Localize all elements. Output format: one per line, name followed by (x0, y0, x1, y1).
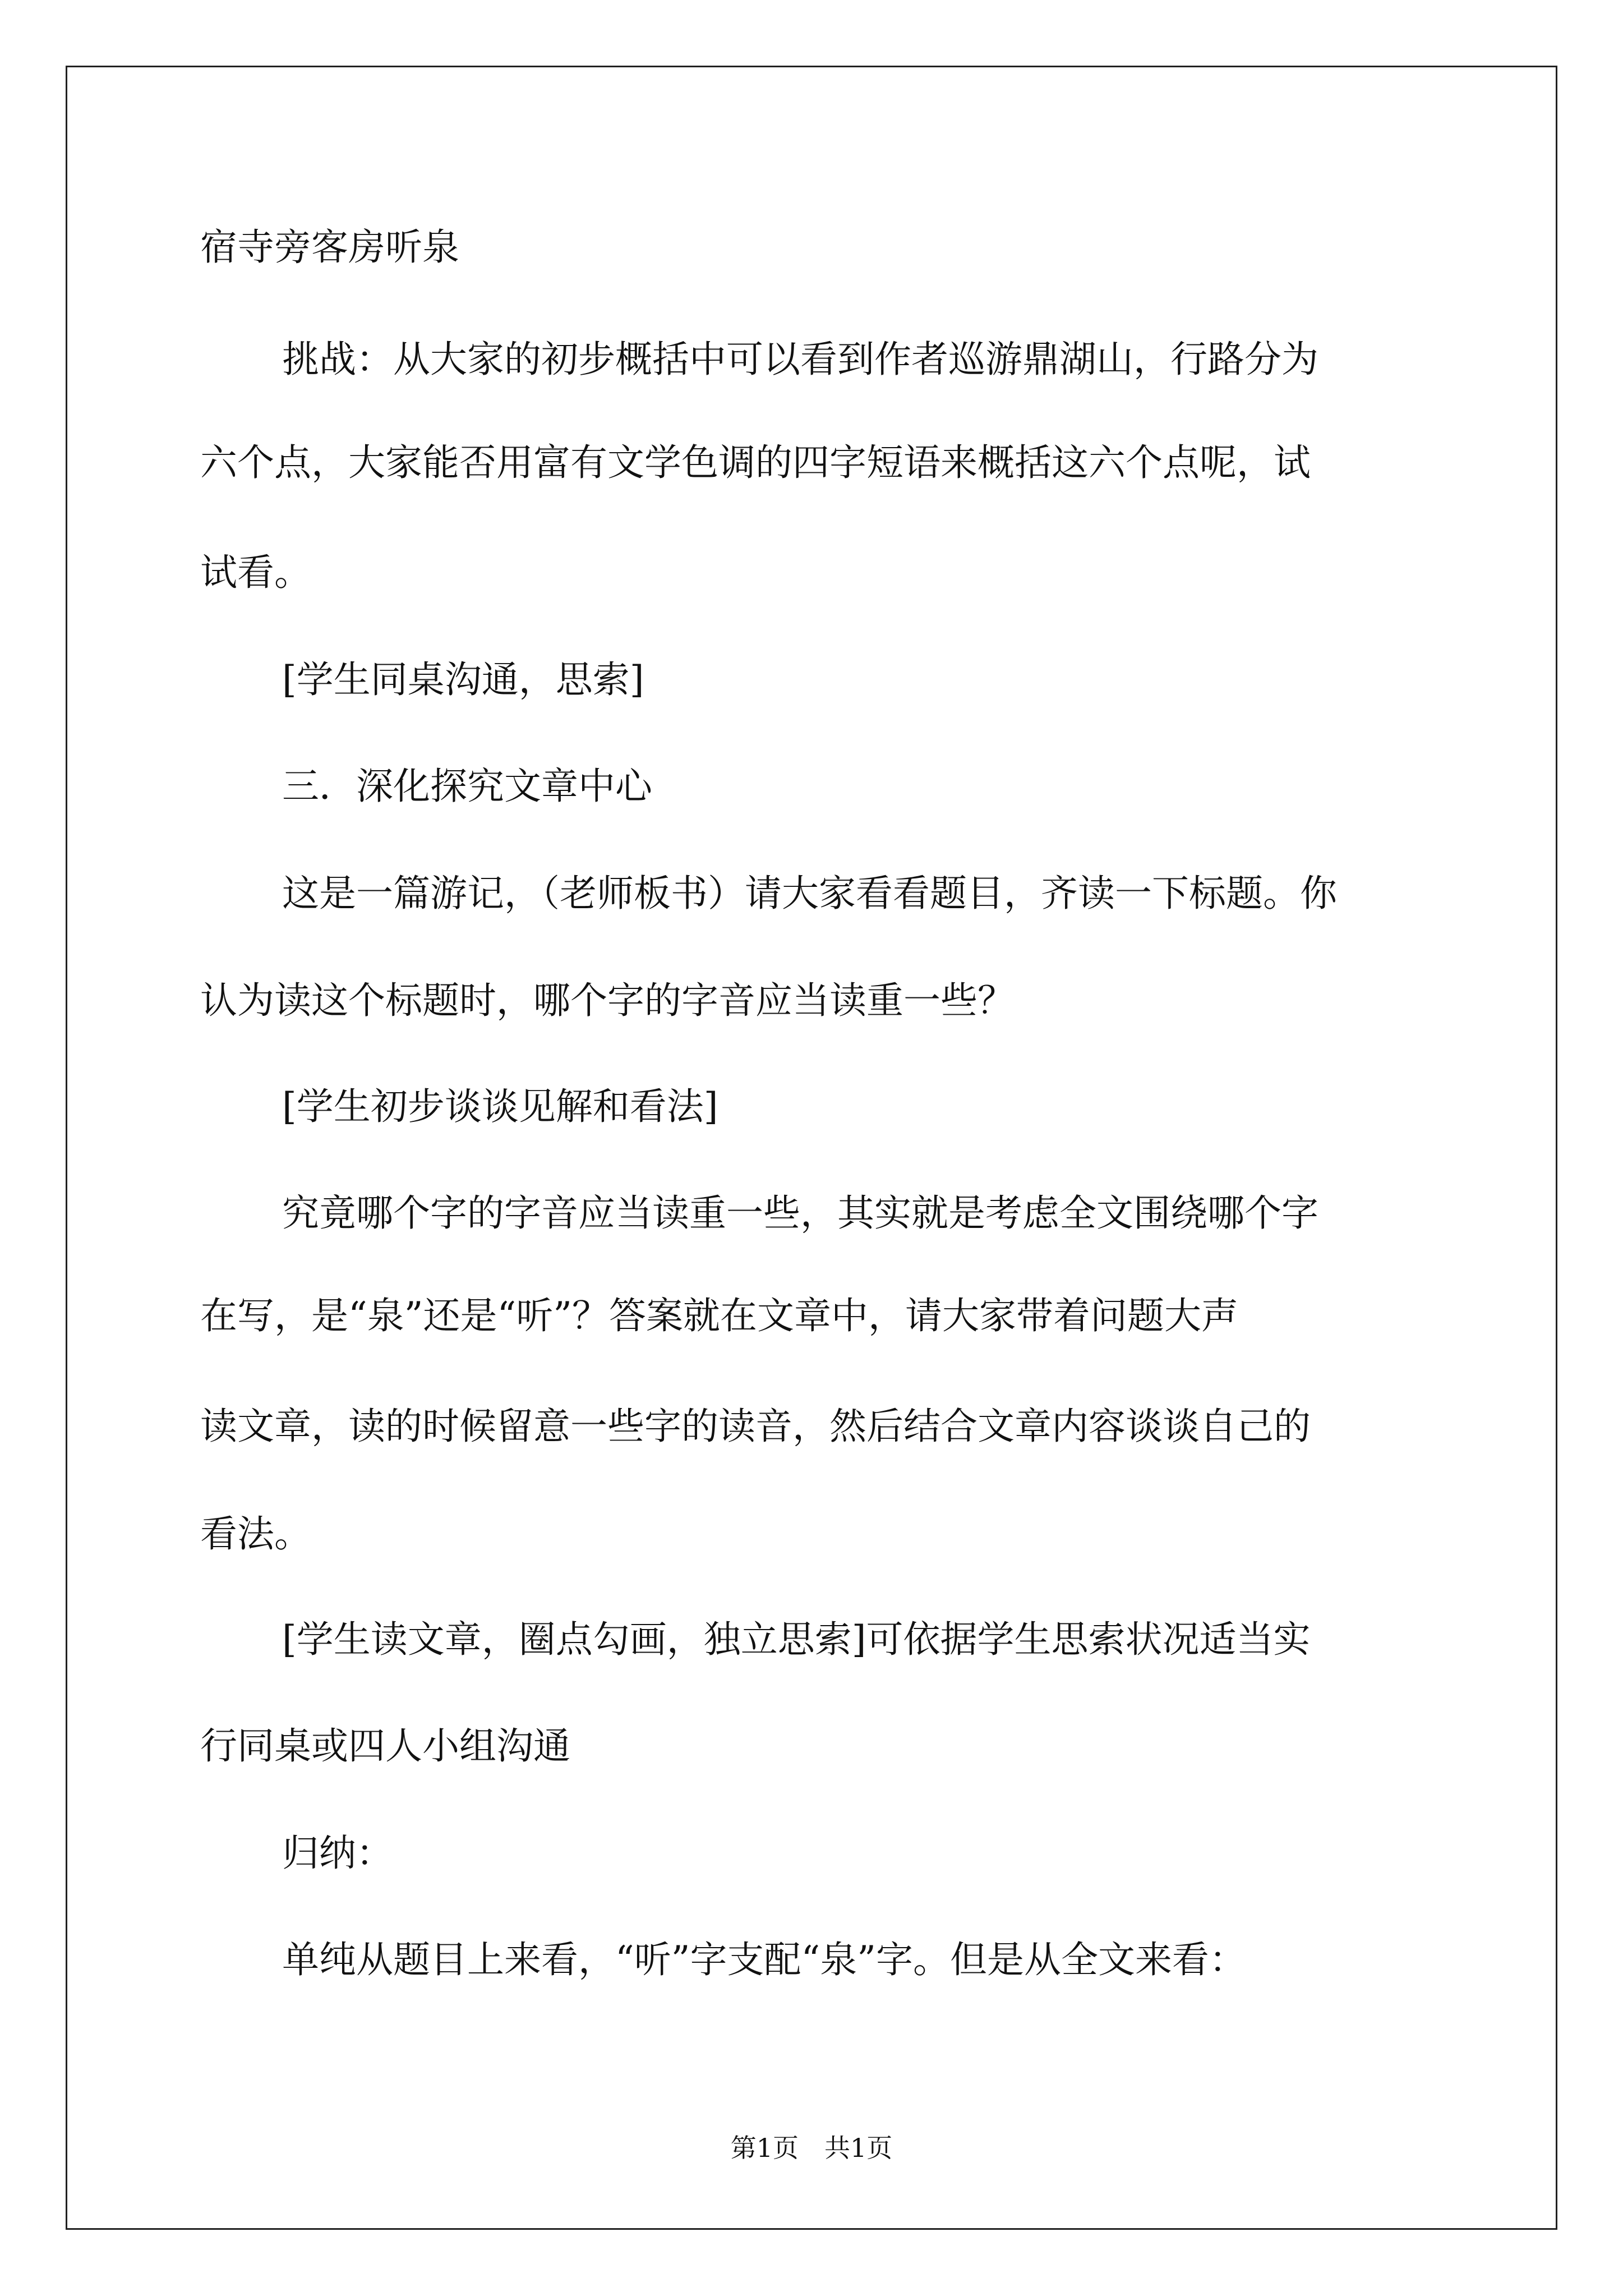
text-line-14: [学生读文章，圈点勾画，独立思索]可依据学生思索状况适当实 (282, 1618, 1311, 1661)
text-line-10: 究竟哪个字的字音应当读重一些，其实就是考虑全文围绕哪个字 (282, 1191, 1318, 1235)
text-line-9: [学生初步谈谈见解和看法] (282, 1085, 718, 1128)
text-line-5: [学生同桌沟通，思索] (282, 658, 644, 701)
text-line-8: 认为读这个标题时，哪个字的字音应当读重一些？ (200, 979, 1015, 1022)
text-line-17: 单纯从题目上来看，“听”字支配“泉”字。但是从全文来看： (282, 1938, 1246, 1981)
text-line-1: 宿寺旁客房听泉 (200, 226, 459, 269)
text-line-15: 行同桌或四人小组沟通 (200, 1724, 570, 1768)
text-line-3: 六个点，大家能否用富有文学色调的四字短语来概括这六个点呢，试 (200, 441, 1311, 484)
text-line-7: 这是一篇游记，（老师板书）请大家看看题目，齐读一下标题。你 (282, 872, 1337, 915)
section-heading: 三．深化探究文章中心 (282, 765, 652, 808)
text-line-4: 试看。 (200, 551, 311, 594)
text-line-12: 读文章，读的时候留意一些字的读音，然后结合文章内容谈谈自己的 (200, 1405, 1311, 1448)
page-number-footer: 第1页 共1页 (730, 2133, 893, 2163)
text-line-13: 看法。 (200, 1512, 311, 1556)
text-line-16: 归纳： (282, 1832, 393, 1875)
page-border (66, 66, 1557, 2230)
text-line-2: 挑战：从大家的初步概括中可以看到作者巡游鼎湖山，行路分为 (282, 338, 1318, 381)
text-line-11: 在写，是“泉”还是“听”？答案就在文章中，请大家带着问题大声 (200, 1294, 1238, 1337)
